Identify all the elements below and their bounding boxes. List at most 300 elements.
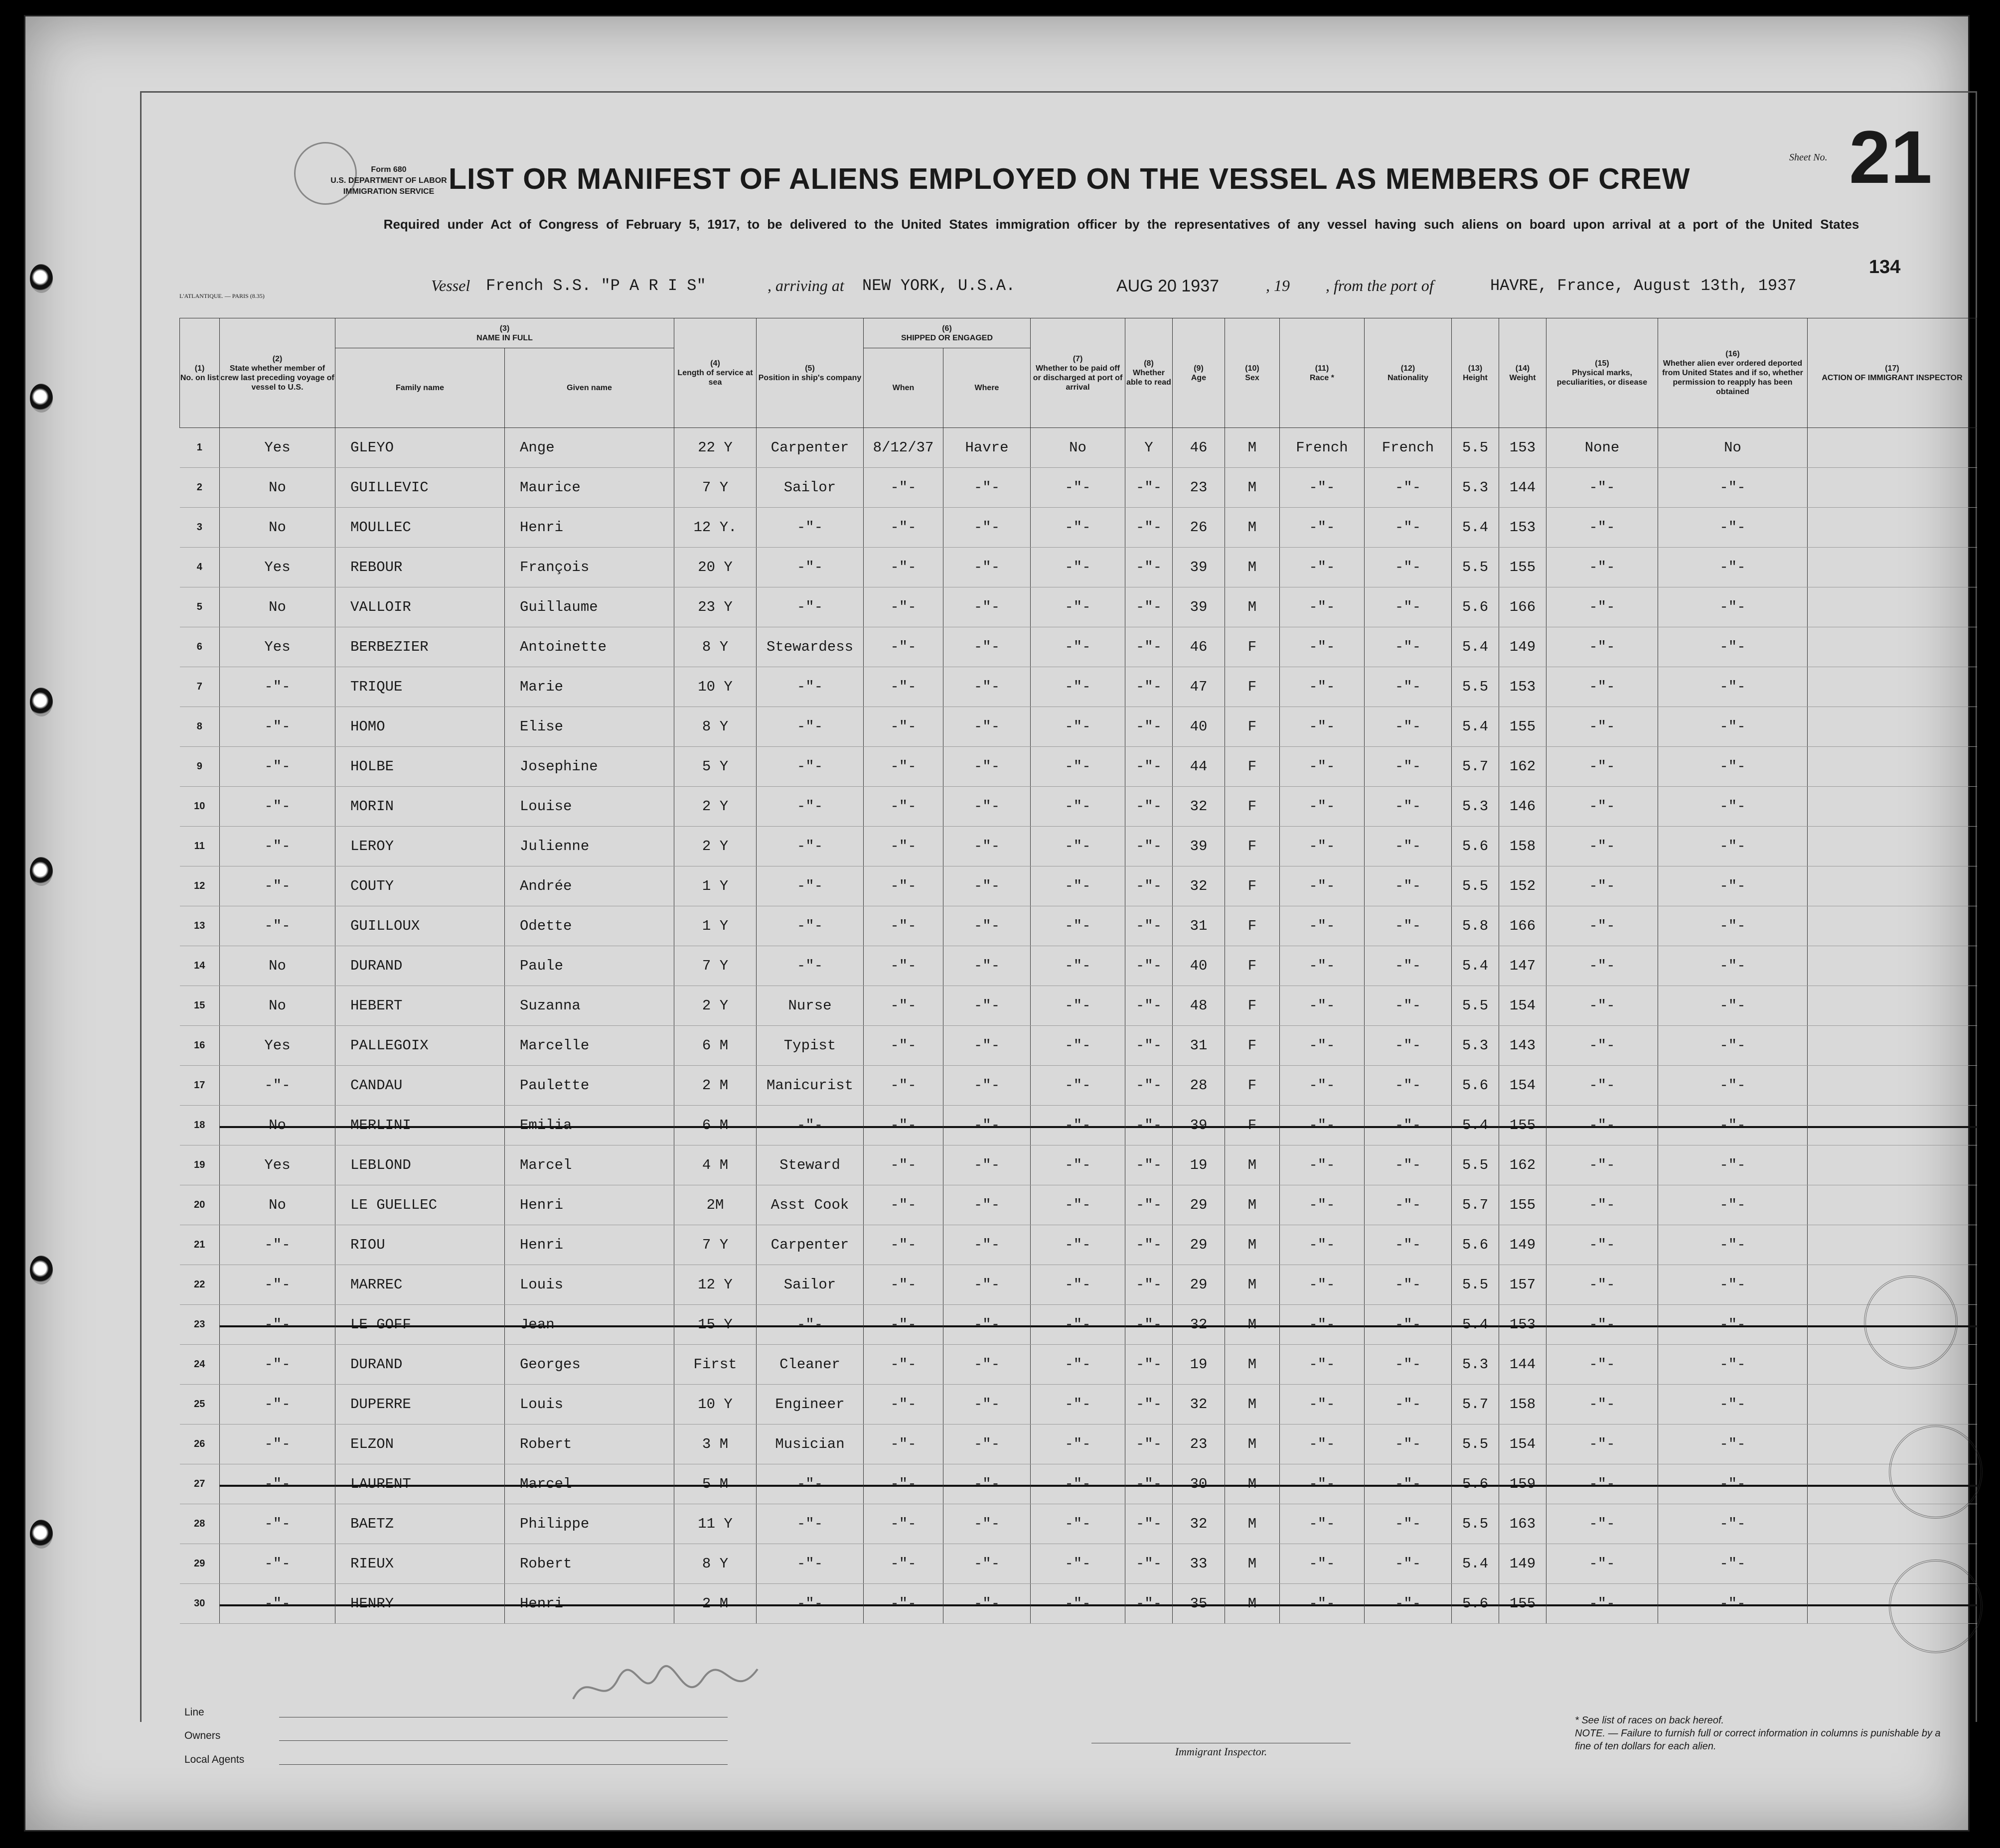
service-name: IMMIGRATION SERVICE — [343, 187, 435, 196]
vessel-line — [409, 277, 1944, 301]
cell-given-name: Maurice — [505, 468, 674, 508]
cell-weight: 154 — [1499, 1424, 1546, 1464]
cell-shipped-where: -"- — [943, 1345, 1031, 1385]
cell-nationality: -"- — [1365, 787, 1452, 827]
cell-family-name: ELZON — [335, 1424, 505, 1464]
cell-able-to-read: -"- — [1125, 1464, 1173, 1504]
cell-position: -"- — [757, 906, 864, 946]
cell-physical-marks: -"- — [1546, 787, 1658, 827]
cell-row-number: 2 — [180, 468, 220, 508]
cell-position: Manicurist — [757, 1066, 864, 1106]
table-row — [180, 1106, 1977, 1145]
cell-nationality: -"- — [1365, 468, 1452, 508]
cell-length-of-service: 11 Y — [674, 1504, 757, 1544]
cell-age: 23 — [1173, 1424, 1225, 1464]
cell-deportation-status: -"- — [1658, 1305, 1808, 1345]
cell-previous-voyage: -"- — [220, 1345, 335, 1385]
cell-deportation-status: -"- — [1658, 587, 1808, 627]
cell-row-number: 13 — [180, 906, 220, 946]
cell-previous-voyage: -"- — [220, 866, 335, 906]
cell-nationality: -"- — [1365, 747, 1452, 787]
cell-deportation-status: -"- — [1658, 1385, 1808, 1424]
cell-given-name: Marcel — [505, 1145, 674, 1185]
cell-able-to-read: -"- — [1125, 548, 1173, 587]
cell-row-number: 7 — [180, 667, 220, 707]
cell-height: 5.6 — [1452, 1584, 1499, 1624]
cell-previous-voyage: No — [220, 508, 335, 548]
cell-shipped-when: -"- — [864, 508, 943, 548]
cell-age: 19 — [1173, 1145, 1225, 1185]
cell-length-of-service: 8 Y — [674, 627, 757, 667]
cell-sex: F — [1225, 747, 1280, 787]
cell-sex: F — [1225, 906, 1280, 946]
cell-previous-voyage: -"- — [220, 1504, 335, 1544]
cell-age: 31 — [1173, 906, 1225, 946]
cell-deportation-status: -"- — [1658, 1504, 1808, 1544]
cell-age: 44 — [1173, 747, 1225, 787]
cell-able-to-read: -"- — [1125, 468, 1173, 508]
year-label: , 19 — [1266, 277, 1290, 294]
header-inspector-action: (17) ACTION OF IMMIGRANT INSPECTOR — [1808, 318, 1977, 428]
cell-deportation-status: -"- — [1658, 1424, 1808, 1464]
cell-height: 5.5 — [1452, 1424, 1499, 1464]
cell-row-number: 29 — [180, 1544, 220, 1584]
cell-able-to-read: -"- — [1125, 508, 1173, 548]
cell-shipped-when: -"- — [864, 1066, 943, 1106]
cell-sex: M — [1225, 1185, 1280, 1225]
cell-inspector-action — [1808, 627, 1977, 667]
cell-height: 5.4 — [1452, 707, 1499, 747]
cell-nationality: -"- — [1365, 946, 1452, 986]
cell-age: 32 — [1173, 1385, 1225, 1424]
cell-length-of-service: 8 Y — [674, 707, 757, 747]
table-row — [180, 1026, 1977, 1066]
header-family-name: Family name — [335, 348, 505, 428]
cell-weight: 149 — [1499, 1225, 1546, 1265]
cell-row-number: 23 — [180, 1305, 220, 1345]
cell-able-to-read: -"- — [1125, 1424, 1173, 1464]
footnotes — [1575, 1714, 1954, 1753]
cell-family-name: LEROY — [335, 827, 505, 866]
sheet-label: Sheet No. — [1789, 152, 1828, 163]
cell-deportation-status: -"- — [1658, 946, 1808, 986]
cell-weight: 155 — [1499, 1106, 1546, 1145]
cell-weight: 159 — [1499, 1464, 1546, 1504]
table-row — [180, 548, 1977, 587]
cell-sex: M — [1225, 1265, 1280, 1305]
cell-shipped-where: -"- — [943, 1265, 1031, 1305]
cell-position: Steward — [757, 1145, 864, 1185]
cell-able-to-read: Y — [1125, 428, 1173, 468]
cell-inspector-action — [1808, 428, 1977, 468]
cell-race: -"- — [1280, 1066, 1365, 1106]
header-weight: (14) Weight — [1499, 318, 1546, 428]
header-where: Where — [943, 348, 1031, 428]
cell-sex: M — [1225, 468, 1280, 508]
cell-previous-voyage: -"- — [220, 787, 335, 827]
cell-sex: F — [1225, 866, 1280, 906]
cell-shipped-where: -"- — [943, 866, 1031, 906]
cell-able-to-read: -"- — [1125, 986, 1173, 1026]
cell-deportation-status: -"- — [1658, 707, 1808, 747]
cell-length-of-service: 1 Y — [674, 866, 757, 906]
cell-height: 5.5 — [1452, 1145, 1499, 1185]
cell-position: Engineer — [757, 1385, 864, 1424]
cell-able-to-read: -"- — [1125, 946, 1173, 986]
cell-position: -"- — [757, 1504, 864, 1544]
cell-family-name: RIOU — [335, 1225, 505, 1265]
cell-race: -"- — [1280, 906, 1365, 946]
binder-hole — [30, 1520, 53, 1549]
cell-previous-voyage: -"- — [220, 1544, 335, 1584]
cell-weight: 147 — [1499, 946, 1546, 986]
cell-paid-off: -"- — [1031, 587, 1125, 627]
cell-previous-voyage: -"- — [220, 827, 335, 866]
cell-shipped-where: -"- — [943, 986, 1031, 1026]
cell-shipped-when: -"- — [864, 906, 943, 946]
table-row — [180, 866, 1977, 906]
cell-nationality: -"- — [1365, 866, 1452, 906]
cell-row-number: 16 — [180, 1026, 220, 1066]
cell-previous-voyage: -"- — [220, 707, 335, 747]
cell-sex: M — [1225, 1225, 1280, 1265]
cell-position: -"- — [757, 587, 864, 627]
cell-weight: 154 — [1499, 1066, 1546, 1106]
cell-nationality: -"- — [1365, 986, 1452, 1026]
cell-family-name: MOULLEC — [335, 508, 505, 548]
cell-height: 5.6 — [1452, 1066, 1499, 1106]
cell-previous-voyage: -"- — [220, 1385, 335, 1424]
cell-family-name: LE GOFF — [335, 1305, 505, 1345]
cell-previous-voyage: No — [220, 946, 335, 986]
handwritten-number: 134 — [1869, 257, 1901, 278]
cell-row-number: 9 — [180, 747, 220, 787]
cell-paid-off: -"- — [1031, 548, 1125, 587]
cell-race: -"- — [1280, 1026, 1365, 1066]
cell-nationality: -"- — [1365, 1424, 1452, 1464]
header-position: (5) Position in ship's company — [757, 318, 864, 428]
cell-shipped-where: -"- — [943, 1424, 1031, 1464]
cell-position: -"- — [757, 667, 864, 707]
cell-nationality: -"- — [1365, 1504, 1452, 1544]
penalty-note: NOTE. — Failure to furnish full or correct information in columns is punishable by a fine of ten dollars for each alien. — [1575, 1728, 1941, 1752]
cell-family-name: BERBEZIER — [335, 627, 505, 667]
cell-family-name: TRIQUE — [335, 667, 505, 707]
cell-paid-off: -"- — [1031, 468, 1125, 508]
cell-physical-marks: -"- — [1546, 1026, 1658, 1066]
cell-deportation-status: -"- — [1658, 1066, 1808, 1106]
cell-physical-marks: -"- — [1546, 1345, 1658, 1385]
cell-shipped-when: -"- — [864, 1544, 943, 1584]
cell-position: Cleaner — [757, 1345, 864, 1385]
cell-weight: 154 — [1499, 986, 1546, 1026]
cell-length-of-service: 15 Y — [674, 1305, 757, 1345]
cell-nationality: -"- — [1365, 1225, 1452, 1265]
cell-nationality: -"- — [1365, 1464, 1452, 1504]
cell-previous-voyage: -"- — [220, 747, 335, 787]
local-agents-field — [279, 1764, 728, 1765]
cell-race: -"- — [1280, 468, 1365, 508]
cell-age: 39 — [1173, 548, 1225, 587]
header-when: When — [864, 348, 943, 428]
cell-paid-off: -"- — [1031, 1544, 1125, 1584]
cell-position: -"- — [757, 1464, 864, 1504]
cell-inspector-action — [1808, 1185, 1977, 1225]
cell-deportation-status: -"- — [1658, 866, 1808, 906]
cell-race: -"- — [1280, 627, 1365, 667]
cell-inspector-action — [1808, 1026, 1977, 1066]
cell-age: 33 — [1173, 1544, 1225, 1584]
cell-row-number: 8 — [180, 707, 220, 747]
cell-length-of-service: 5 Y — [674, 747, 757, 787]
cell-able-to-read: -"- — [1125, 1106, 1173, 1145]
cell-previous-voyage: Yes — [220, 1145, 335, 1185]
cell-given-name: Andrée — [505, 866, 674, 906]
vessel-name: French S.S. "P A R I S" — [486, 277, 706, 295]
cell-able-to-read: -"- — [1125, 627, 1173, 667]
cell-sex: F — [1225, 1026, 1280, 1066]
table-row — [180, 1385, 1977, 1424]
cell-deportation-status: -"- — [1658, 1584, 1808, 1624]
cell-able-to-read: -"- — [1125, 1145, 1173, 1185]
cell-position: Stewardess — [757, 627, 864, 667]
table-row — [180, 1066, 1977, 1106]
cell-family-name: PALLEGOIX — [335, 1026, 505, 1066]
cell-height: 5.5 — [1452, 667, 1499, 707]
cell-previous-voyage: No — [220, 587, 335, 627]
cell-previous-voyage: No — [220, 1185, 335, 1225]
cell-race: -"- — [1280, 1225, 1365, 1265]
cell-shipped-where: -"- — [943, 1066, 1031, 1106]
cell-length-of-service: 12 Y — [674, 1265, 757, 1305]
table-row — [180, 1185, 1977, 1225]
cell-row-number: 1 — [180, 428, 220, 468]
cell-weight: 162 — [1499, 747, 1546, 787]
cell-height: 5.5 — [1452, 1265, 1499, 1305]
cell-family-name: DURAND — [335, 1345, 505, 1385]
cell-inspector-action — [1808, 1106, 1977, 1145]
cell-deportation-status: No — [1658, 428, 1808, 468]
cell-weight: 146 — [1499, 787, 1546, 827]
cell-paid-off: -"- — [1031, 1066, 1125, 1106]
cell-row-number: 12 — [180, 866, 220, 906]
cell-paid-off: -"- — [1031, 1584, 1125, 1624]
cell-family-name: MERLINI — [335, 1106, 505, 1145]
cell-inspector-action — [1808, 946, 1977, 986]
cell-able-to-read: -"- — [1125, 827, 1173, 866]
cell-deportation-status: -"- — [1658, 508, 1808, 548]
cell-shipped-where: -"- — [943, 1464, 1031, 1504]
cell-nationality: -"- — [1365, 1026, 1452, 1066]
cell-nationality: -"- — [1365, 1145, 1452, 1185]
cell-given-name: Guillaume — [505, 587, 674, 627]
cell-given-name: Antoinette — [505, 627, 674, 667]
cell-paid-off: -"- — [1031, 1145, 1125, 1185]
cell-family-name: LAURENT — [335, 1464, 505, 1504]
cell-length-of-service: 2M — [674, 1185, 757, 1225]
cell-physical-marks: -"- — [1546, 747, 1658, 787]
cell-inspector-action — [1808, 787, 1977, 827]
printer-imprint: L'ATLANTIQUE. — PARIS (8.35) — [179, 292, 265, 299]
cell-able-to-read: -"- — [1125, 866, 1173, 906]
cell-able-to-read: -"- — [1125, 906, 1173, 946]
cell-physical-marks: -"- — [1546, 1504, 1658, 1544]
american-stamp — [1889, 1425, 1983, 1519]
cell-row-number: 26 — [180, 1424, 220, 1464]
cell-age: 19 — [1173, 1345, 1225, 1385]
date-stamp: AUG 20 1937 — [1116, 277, 1220, 295]
cell-sex: M — [1225, 1464, 1280, 1504]
cell-previous-voyage: -"- — [220, 1225, 335, 1265]
cell-height: 5.6 — [1452, 1225, 1499, 1265]
cell-shipped-when: -"- — [864, 1145, 943, 1185]
cell-paid-off: -"- — [1031, 827, 1125, 866]
cell-previous-voyage: -"- — [220, 1305, 335, 1345]
cell-length-of-service: 7 Y — [674, 946, 757, 986]
table-row — [180, 946, 1977, 986]
cell-physical-marks: -"- — [1546, 866, 1658, 906]
cell-sex: M — [1225, 1544, 1280, 1584]
cell-nationality: -"- — [1365, 548, 1452, 587]
cell-paid-off: -"- — [1031, 1504, 1125, 1544]
cell-given-name: Josephine — [505, 747, 674, 787]
header-physical-marks: (15) Physical marks, peculiarities, or disease — [1546, 318, 1658, 428]
cell-sex: M — [1225, 1424, 1280, 1464]
cell-row-number: 6 — [180, 627, 220, 667]
cell-physical-marks: -"- — [1546, 667, 1658, 707]
cell-given-name: Marcelle — [505, 1026, 674, 1066]
cell-position: -"- — [757, 548, 864, 587]
cell-family-name: VALLOIR — [335, 587, 505, 627]
cell-position: -"- — [757, 508, 864, 548]
cell-length-of-service: 6 M — [674, 1026, 757, 1066]
cell-sex: F — [1225, 1066, 1280, 1106]
cell-weight: 162 — [1499, 1145, 1546, 1185]
cell-age: 48 — [1173, 986, 1225, 1026]
american-stamp — [1889, 1560, 1983, 1653]
cell-shipped-where: -"- — [943, 508, 1031, 548]
cell-shipped-when: -"- — [864, 787, 943, 827]
form-info — [314, 164, 463, 197]
cell-race: -"- — [1280, 1265, 1365, 1305]
cell-height: 5.5 — [1452, 986, 1499, 1026]
cell-length-of-service: 22 Y — [674, 428, 757, 468]
cell-previous-voyage: -"- — [220, 1464, 335, 1504]
cell-height: 5.5 — [1452, 866, 1499, 906]
cell-position: -"- — [757, 1106, 864, 1145]
cell-shipped-when: -"- — [864, 1225, 943, 1265]
cell-race: -"- — [1280, 1106, 1365, 1145]
cell-family-name: BAETZ — [335, 1504, 505, 1544]
cell-weight: 153 — [1499, 428, 1546, 468]
cell-previous-voyage: No — [220, 1106, 335, 1145]
cell-nationality: -"- — [1365, 627, 1452, 667]
cell-length-of-service: 7 Y — [674, 1225, 757, 1265]
cell-nationality: -"- — [1365, 508, 1452, 548]
cell-given-name: Paulette — [505, 1066, 674, 1106]
cell-age: 31 — [1173, 1026, 1225, 1066]
cell-deportation-status: -"- — [1658, 1106, 1808, 1145]
cell-physical-marks: None — [1546, 428, 1658, 468]
cell-height: 5.6 — [1452, 827, 1499, 866]
cell-weight: 166 — [1499, 587, 1546, 627]
cell-weight: 163 — [1499, 1504, 1546, 1544]
cell-shipped-where: -"- — [943, 1106, 1031, 1145]
cell-given-name: Emilia — [505, 1106, 674, 1145]
cell-deportation-status: -"- — [1658, 986, 1808, 1026]
cell-given-name: Louise — [505, 787, 674, 827]
cell-given-name: Ange — [505, 428, 674, 468]
cell-deportation-status: -"- — [1658, 548, 1808, 587]
cell-position: Asst Cook — [757, 1185, 864, 1225]
cell-position: -"- — [757, 707, 864, 747]
cell-height: 5.3 — [1452, 787, 1499, 827]
cell-deportation-status: -"- — [1658, 906, 1808, 946]
cell-sex: F — [1225, 787, 1280, 827]
cell-shipped-when: -"- — [864, 548, 943, 587]
binder-hole — [30, 264, 53, 293]
cell-shipped-when: -"- — [864, 946, 943, 986]
cell-physical-marks: -"- — [1546, 1464, 1658, 1504]
cell-age: 32 — [1173, 787, 1225, 827]
cell-position: Musician — [757, 1424, 864, 1464]
cell-given-name: Suzanna — [505, 986, 674, 1026]
cell-physical-marks: -"- — [1546, 587, 1658, 627]
cell-paid-off: -"- — [1031, 1026, 1125, 1066]
cell-race: -"- — [1280, 1544, 1365, 1584]
cell-sex: F — [1225, 946, 1280, 986]
cell-able-to-read: -"- — [1125, 1265, 1173, 1305]
cell-height: 5.5 — [1452, 1504, 1499, 1544]
cell-paid-off: -"- — [1031, 906, 1125, 946]
table-row — [180, 787, 1977, 827]
table-row — [180, 667, 1977, 707]
cell-length-of-service: 10 Y — [674, 1385, 757, 1424]
cell-row-number: 3 — [180, 508, 220, 548]
cell-row-number: 19 — [180, 1145, 220, 1185]
cell-row-number: 25 — [180, 1385, 220, 1424]
cell-inspector-action — [1808, 1145, 1977, 1185]
cell-position: -"- — [757, 1584, 864, 1624]
cell-inspector-action — [1808, 747, 1977, 787]
cell-weight: 152 — [1499, 866, 1546, 906]
cell-able-to-read: -"- — [1125, 1385, 1173, 1424]
cell-shipped-when: -"- — [864, 1106, 943, 1145]
cell-length-of-service: 5 M — [674, 1464, 757, 1504]
cell-position: -"- — [757, 1544, 864, 1584]
cell-length-of-service: 7 Y — [674, 468, 757, 508]
cell-inspector-action — [1808, 548, 1977, 587]
cell-nationality: -"- — [1365, 1185, 1452, 1225]
cell-nationality: -"- — [1365, 1066, 1452, 1106]
cell-paid-off: -"- — [1031, 1424, 1125, 1464]
binder-hole — [30, 1256, 53, 1284]
cell-age: 26 — [1173, 508, 1225, 548]
cell-given-name: Philippe — [505, 1504, 674, 1544]
cell-nationality: -"- — [1365, 827, 1452, 866]
cell-given-name: Louis — [505, 1385, 674, 1424]
cell-sex: M — [1225, 1145, 1280, 1185]
cell-able-to-read: -"- — [1125, 1544, 1173, 1584]
cell-race: -"- — [1280, 548, 1365, 587]
cell-able-to-read: -"- — [1125, 787, 1173, 827]
cell-height: 5.7 — [1452, 1185, 1499, 1225]
cell-inspector-action — [1808, 587, 1977, 627]
vessel-label: Vessel — [431, 277, 470, 294]
cell-position: Sailor — [757, 1265, 864, 1305]
header-length-of-service: (4) Length of service at sea — [674, 318, 757, 428]
cell-shipped-when: -"- — [864, 1504, 943, 1544]
